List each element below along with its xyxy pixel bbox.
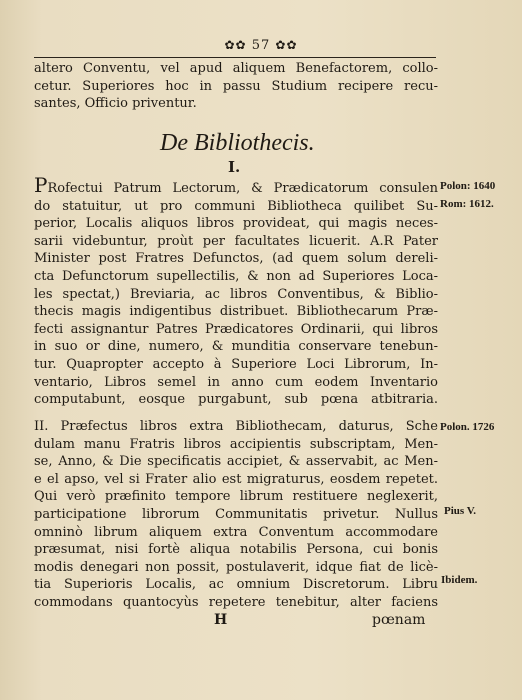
text-line: commodans quantocyùs repetere tenebitur, alter faciens <box>34 594 438 610</box>
text-line: tia Superioris Localis, ac omnium Discretorum. Libru <box>34 577 438 593</box>
page-number: 57 <box>251 38 271 53</box>
section-numeral: I. <box>228 158 241 176</box>
text-line: modis denegari non possit, postulaverit, idque fiat de licè- <box>34 559 438 575</box>
drop-cap: P <box>34 177 48 197</box>
paragraph-one <box>34 177 438 409</box>
margin-note: Pius V. <box>444 505 477 517</box>
signature-mark: H <box>214 612 228 628</box>
text-line: perior, Localis aliquos libros provideat, qui magis neces- <box>34 216 438 232</box>
margin-note: Polon. 1726 <box>440 421 495 433</box>
catchword: pœnam <box>372 612 426 628</box>
text-line: PRofectui Patrum Lectorum, & Prædicatorum consulen <box>34 177 438 198</box>
text-line: ventario, Libros semel in anno cum eodem Inventario <box>34 374 438 390</box>
section-heading: De Bibliothecis. <box>160 130 315 156</box>
text-line: thecis magis indigentibus distribuet. Bibliothecarum Præ- <box>34 304 438 320</box>
text-line: do statuitur, ut pro communi Bibliotheca quilibet Su- <box>34 198 438 214</box>
text-line: se, Anno, & Die specificatis accipiet, & asservabit, ac Men- <box>34 454 438 470</box>
ornament-left: ✿✿ <box>224 38 247 52</box>
text-line: Minister post Fratres Defunctos, (ad quem solum dereli- <box>34 251 438 267</box>
margin-note: Rom: 1612. <box>440 198 494 210</box>
top-paragraph <box>34 60 438 113</box>
text-line: dulam manu Fratris libros accipientis subscriptam, Men- <box>34 436 438 452</box>
page-header <box>0 38 522 53</box>
text-line: II. Præfectus libros extra Bibliothecam, daturus, Sche <box>34 419 438 434</box>
margin-note: Ibidem. <box>441 574 478 586</box>
ornament-right: ✿✿ <box>275 38 298 52</box>
text-line: cetur. Superiores hoc in passu Studium recipere recu- <box>34 78 438 94</box>
text-line: les spectat,) Breviaria, ac libros Conventibus, & Biblio- <box>34 286 438 302</box>
text-line: præsumat, nisi fortè aliqua notabilis Persona, cui bonis <box>34 542 438 558</box>
text-line: in suo or dine, numero, & munditia conservare tenebun- <box>34 339 438 355</box>
text-line: tur. Quapropter accepto à Superiore Loci Librorum, In- <box>34 356 438 372</box>
text-line: altero Conventu, vel apud aliquem Benefactorem, collo- <box>34 61 438 76</box>
text-line: participatione librorum Communitatis privetur. Nullus <box>34 506 438 522</box>
text-line: santes, Officio priventur. <box>34 96 197 112</box>
text-line: computabunt, eosque purgabunt, sub pœna atbitraria. <box>34 392 438 408</box>
text-line: Qui verò præfinito tempore librum restituere neglexerit, <box>34 489 438 505</box>
text-line: fecti assignantur Patres Prædicatores Ordinarii, qui libros <box>34 321 438 337</box>
text-line: e el apso, vel si Frater alio est migraturus, eosdem repetet. <box>34 471 438 487</box>
margin-note: Polon: 1640 <box>440 180 496 192</box>
text-line: sarii videbuntur, proùt per facultates licuerit. A.R Pater <box>34 233 438 249</box>
paragraph-two <box>34 418 438 612</box>
text-line: omninò librum aliquem extra Conventum accommodare <box>34 524 438 540</box>
header-rule <box>34 57 436 58</box>
text-line: cta Defunctorum supellectilis, & non ad Superiores Loca- <box>34 268 438 284</box>
